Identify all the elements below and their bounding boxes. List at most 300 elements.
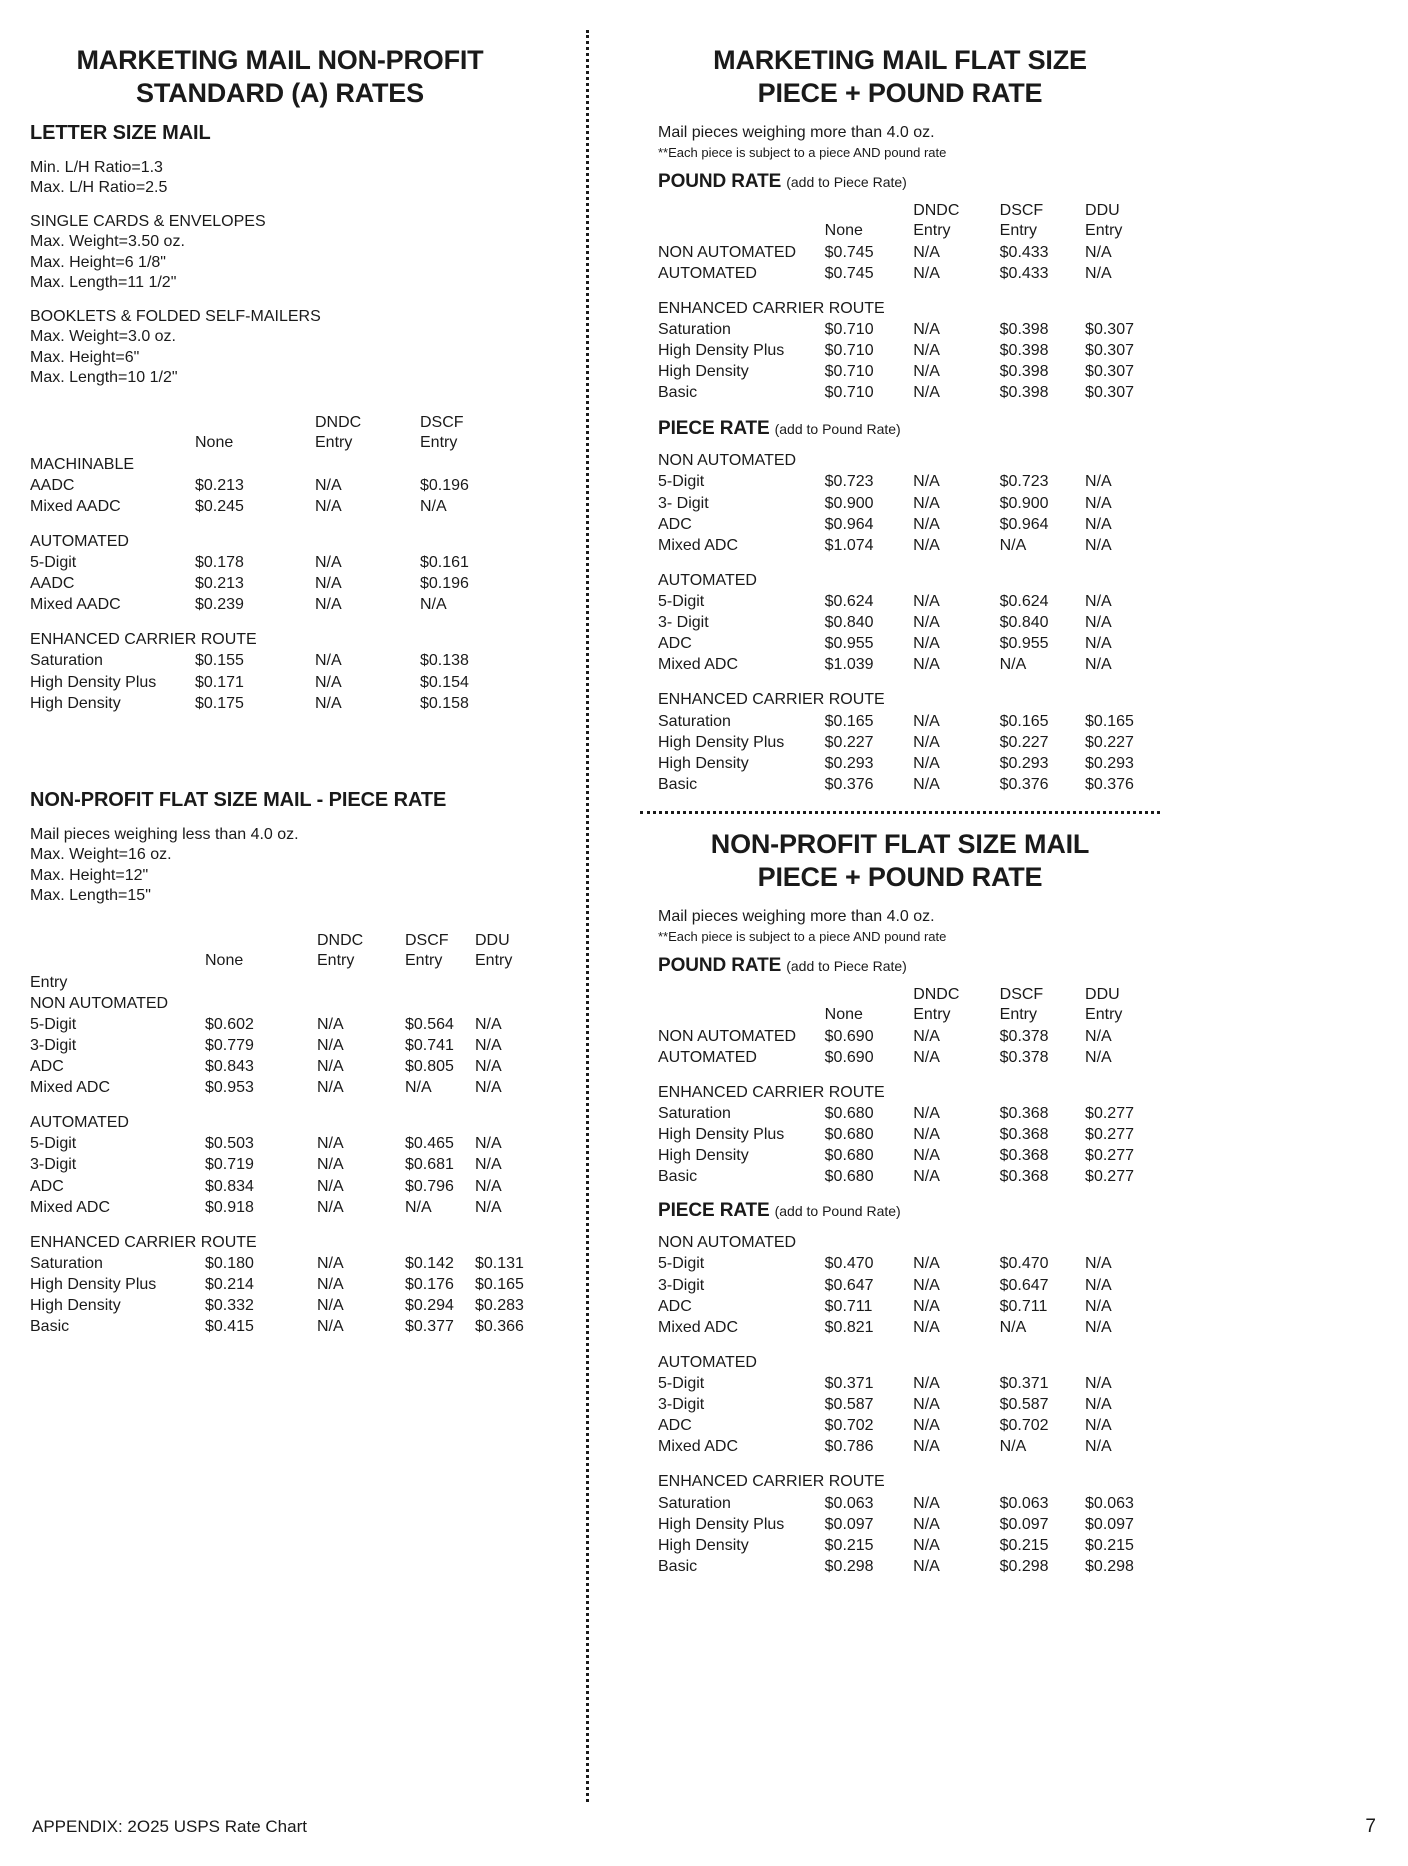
cell-dndc: N/A [317, 1254, 344, 1272]
header-cell: DDU [1085, 201, 1120, 219]
table-row [658, 1047, 1158, 1068]
row-label: ADC [658, 635, 692, 653]
cell-dscf: $0.564 [405, 1015, 454, 1033]
cell-none: $0.702 [824, 1417, 874, 1435]
row-spacer [30, 1098, 530, 1112]
group-label: MACHINABLE [30, 455, 135, 473]
cell-ddu: N/A [475, 1015, 502, 1033]
section2-piece-rate-table [658, 1232, 1158, 1577]
cell-dndc: N/A [913, 363, 940, 381]
cell-dscf: $0.142 [405, 1254, 454, 1272]
section1-intro: Mail pieces weighing more than 4.0 oz. [658, 123, 935, 141]
row-label: Mixed ADC [658, 656, 739, 674]
row-label: ADC [30, 1177, 64, 1195]
piece-rate-note: (add to Pound Rate) [774, 421, 901, 438]
cell-none: $0.178 [195, 554, 244, 571]
right-column [640, 44, 1160, 1577]
group-label: ENHANCED CARRIER ROUTE [658, 1083, 885, 1101]
table-header-row-top [658, 985, 1158, 1005]
row-label: 5-Digit [658, 1255, 705, 1273]
group-label: AUTOMATED [658, 571, 757, 589]
cell-none: $0.239 [195, 596, 244, 614]
cell-none: $0.371 [824, 1374, 874, 1392]
cell-dndc: N/A [317, 1036, 344, 1054]
piece-rate-heading: PIECE RATE [658, 1200, 770, 1222]
cell-ddu: N/A [1085, 1318, 1112, 1336]
row-label: ADC [30, 1058, 64, 1076]
cell-dndc: N/A [913, 1536, 940, 1554]
cell-dscf: $0.227 [999, 733, 1049, 751]
spec-line: BOOKLETS & FOLDED SELF-MAILERS [30, 307, 321, 325]
group-header-row [658, 1471, 1158, 1492]
row-label: High Density Plus [658, 1125, 785, 1143]
table-row [30, 1274, 530, 1295]
row-label: Basic [658, 1168, 698, 1186]
table-row [30, 1176, 530, 1197]
cell-dscf: N/A [420, 497, 447, 515]
spec-line: Max. Height=6 1/8" [30, 253, 166, 271]
header-cell [30, 931, 205, 951]
row-label: Mixed ADC [30, 1079, 111, 1097]
cell-none: $0.710 [824, 342, 874, 359]
cell-none: $0.786 [824, 1438, 874, 1456]
nonprofit-flat-piece-rate-heading: NON-PROFIT FLAT SIZE MAIL - PIECE RATE [30, 788, 447, 811]
table-row [658, 1145, 1158, 1166]
cell-dndc: N/A [913, 733, 940, 751]
cell-none: $0.215 [824, 1536, 874, 1554]
cell-ddu: $0.298 [1085, 1557, 1134, 1575]
spec-line: Max. Weight=3.50 oz. [30, 233, 185, 251]
cell-dndc: N/A [913, 1255, 940, 1273]
cell-ddu: N/A [1085, 1374, 1112, 1392]
header-cell: Entry [317, 952, 355, 970]
cell-ddu: $0.063 [1085, 1494, 1134, 1512]
cell-dndc: N/A [315, 476, 342, 494]
cell-dscf: $0.398 [999, 320, 1049, 338]
group-label: ENHANCED CARRIER ROUTE [30, 631, 257, 649]
cell-dscf: $0.587 [999, 1396, 1049, 1414]
cell-dscf: $0.176 [405, 1276, 454, 1293]
cell-dscf: $0.378 [999, 1027, 1049, 1045]
cell-none: $0.745 [824, 243, 874, 261]
row-label: Basic [658, 775, 698, 793]
cell-none: $0.779 [205, 1036, 254, 1054]
table-row [658, 382, 1158, 403]
cell-ddu: N/A [475, 1177, 502, 1195]
cell-ddu: N/A [1085, 1396, 1112, 1414]
table-row [658, 1436, 1158, 1457]
header-cell: None [205, 952, 244, 970]
group-header-row [658, 1232, 1158, 1253]
table-row [658, 361, 1158, 382]
cell-none: $0.710 [824, 320, 874, 338]
row-label: High Density [658, 1536, 749, 1554]
header-cell: DDU [475, 931, 510, 949]
group-label: NON AUTOMATED [30, 994, 169, 1012]
table-row [658, 753, 1158, 774]
cell-dscf: $0.900 [999, 494, 1049, 512]
row-label: 3-Digit [658, 1276, 705, 1294]
row-label: High Density Plus [30, 1276, 157, 1293]
cell-none: $0.171 [195, 673, 244, 691]
cell-none: $0.680 [824, 1168, 874, 1186]
group-label: ENHANCED CARRIER ROUTE [30, 1233, 257, 1251]
row-spacer [658, 1338, 1158, 1352]
cell-dndc: N/A [913, 656, 940, 674]
table-header-row-bottom [30, 951, 530, 971]
cell-ddu: $0.307 [1085, 320, 1134, 338]
cell-ddu: N/A [1085, 592, 1112, 610]
cell-dscf: $0.154 [420, 673, 469, 691]
cell-dscf: $0.805 [405, 1058, 454, 1076]
letter-size-mail-heading: LETTER SIZE MAIL [30, 121, 211, 144]
cell-dndc: N/A [913, 473, 940, 491]
row-spacer [30, 1218, 530, 1232]
header-cell [30, 951, 205, 971]
spec-line: Max. Weight=3.0 oz. [30, 328, 176, 346]
spec-line: Max. Height=6" [30, 348, 140, 366]
header-cell: DNDC [913, 985, 960, 1003]
cell-none: $0.900 [824, 494, 874, 512]
group-header-row [30, 629, 510, 650]
row-label: Basic [658, 384, 698, 402]
table-row [658, 514, 1158, 535]
pound-rate-heading: POUND RATE [658, 954, 782, 976]
header-cell [658, 221, 825, 241]
left-page-title [30, 44, 530, 111]
cell-ddu: N/A [475, 1198, 502, 1216]
header-cell: None [824, 1006, 863, 1024]
table-row [30, 1056, 530, 1077]
cell-dscf: N/A [405, 1198, 432, 1216]
cell-dndc: N/A [913, 1276, 940, 1294]
row-label: Basic [30, 1318, 70, 1336]
table-row [658, 1415, 1158, 1436]
cell-dscf: $0.158 [420, 694, 469, 712]
column-divider [586, 30, 589, 1802]
table-row [658, 711, 1158, 732]
cell-ddu: $0.376 [1085, 775, 1134, 793]
cell-dndc: N/A [317, 1177, 344, 1195]
table-row [658, 340, 1158, 361]
row-label: AADC [30, 575, 75, 593]
right-s2-title-line-2: PIECE + POUND RATE [757, 862, 1043, 893]
cell-dscf: N/A [405, 1079, 432, 1097]
cell-ddu: N/A [1085, 1297, 1112, 1315]
cell-ddu: $0.293 [1085, 754, 1134, 772]
cell-dndc: N/A [913, 384, 940, 402]
table-row [30, 475, 510, 496]
cell-dscf: $0.368 [999, 1147, 1049, 1165]
cell-ddu: $0.227 [1085, 733, 1134, 751]
header-cell: DNDC [913, 201, 960, 219]
header-cell [825, 985, 914, 1005]
row-label: NON AUTOMATED [658, 243, 797, 261]
row-label: 3-Digit [30, 1036, 77, 1054]
cell-none: $0.821 [824, 1318, 874, 1336]
cell-dscf: $0.165 [999, 712, 1049, 730]
piece-rate-heading-row-2 [658, 1191, 1160, 1222]
cell-dscf: $0.964 [999, 515, 1049, 533]
table-row [658, 1556, 1158, 1577]
row-label: AADC [30, 476, 75, 494]
table-row [658, 493, 1158, 514]
header-cell: Entry [999, 222, 1037, 240]
table-row [658, 535, 1158, 556]
table-row [30, 1253, 530, 1274]
flat-size-specs [30, 825, 530, 907]
cell-ddu: N/A [475, 1036, 502, 1054]
pound-rate-heading-row [658, 162, 1160, 193]
row-spacer [658, 1068, 1158, 1082]
table-row [658, 1296, 1158, 1317]
cell-none: $0.245 [195, 497, 244, 515]
page-footer [32, 1816, 1376, 1838]
header-cell: DSCF [999, 985, 1044, 1003]
letter-specs-group-1 [30, 158, 530, 199]
footer-appendix-label: APPENDIX: 2O25 USPS Rate Chart [32, 1817, 307, 1836]
cell-none: $1.074 [824, 536, 874, 554]
row-label: Saturation [658, 1494, 731, 1512]
left-title-line-2: STANDARD (A) RATES [136, 78, 424, 109]
cell-dscf: $0.293 [999, 754, 1049, 772]
section-divider [640, 811, 1160, 814]
cell-none: $0.745 [824, 264, 874, 282]
cell-dndc: N/A [317, 1058, 344, 1076]
row-label: Mixed ADC [658, 1318, 739, 1336]
cell-ddu: N/A [1085, 515, 1112, 533]
cell-dndc: N/A [315, 652, 342, 670]
left-title-line-1: MARKETING MAIL NON-PROFIT [76, 45, 484, 75]
header-cell [658, 1005, 825, 1025]
row-label: High Density [658, 754, 749, 772]
cell-none: $0.097 [824, 1515, 874, 1533]
cell-dndc: N/A [317, 1156, 344, 1174]
cell-none: $0.680 [824, 1125, 874, 1143]
cell-dscf: $0.465 [405, 1135, 454, 1153]
cell-dndc: N/A [913, 614, 940, 632]
row-label: High Density [30, 1297, 121, 1315]
row-label: ADC [658, 1297, 692, 1315]
left-column [30, 44, 530, 1337]
cell-ddu: N/A [1085, 536, 1112, 554]
cell-dndc: N/A [913, 1147, 940, 1165]
cell-ddu: N/A [1085, 1255, 1112, 1273]
section1-piece-rate-table [658, 450, 1158, 795]
cell-dndc: N/A [317, 1079, 344, 1097]
header-cell [658, 985, 825, 1005]
cell-dndc: N/A [913, 1396, 940, 1414]
header-cell: Entry [315, 434, 353, 452]
cell-ddu: $0.097 [1085, 1515, 1134, 1533]
table-header-row-top [658, 201, 1158, 221]
cell-dndc: N/A [913, 264, 940, 282]
cell-none: $0.213 [195, 575, 244, 593]
table-row [658, 633, 1158, 654]
header-cell: Entry [420, 434, 458, 452]
cell-dscf: $0.377 [405, 1318, 454, 1336]
header-cell: DNDC [315, 413, 362, 431]
cell-ddu: $0.165 [1085, 712, 1134, 730]
cell-dndc: N/A [913, 1318, 940, 1336]
row-label: 3-Digit [658, 1396, 705, 1414]
cell-none: $0.332 [205, 1297, 254, 1315]
header-cell: DNDC [317, 931, 364, 949]
cell-none: $0.953 [205, 1079, 254, 1097]
cell-none: $0.690 [824, 1027, 874, 1045]
table-row [30, 1197, 530, 1218]
section2-note: **Each piece is subject to a piece AND pound rate [658, 928, 947, 944]
cell-none: $0.503 [205, 1135, 254, 1153]
cell-dscf: $0.097 [999, 1515, 1049, 1533]
row-spacer [30, 517, 510, 531]
header-cell [658, 201, 825, 221]
cell-dscf: $0.711 [999, 1297, 1048, 1315]
cell-dndc: N/A [913, 1297, 940, 1315]
row-label: 3- Digit [658, 614, 709, 632]
table-row [658, 1124, 1158, 1145]
cell-dscf: N/A [420, 596, 447, 614]
group-header-row [30, 531, 510, 552]
entry-label: Entry [30, 973, 68, 991]
row-label: AUTOMATED [658, 264, 757, 282]
row-label: 3-Digit [30, 1156, 77, 1174]
cell-none: $0.711 [824, 1297, 873, 1315]
cell-dscf: $0.433 [999, 243, 1049, 261]
cell-none: $0.298 [824, 1557, 874, 1575]
row-spacer [658, 675, 1158, 689]
cell-dscf: $0.647 [999, 1276, 1049, 1294]
cell-dscf: $0.398 [999, 384, 1049, 402]
group-label: ENHANCED CARRIER ROUTE [658, 691, 885, 709]
header-cell [195, 413, 315, 433]
cell-ddu: $0.307 [1085, 384, 1134, 402]
row-spacer [658, 1457, 1158, 1471]
group-header-row [658, 570, 1158, 591]
cell-ddu: N/A [475, 1058, 502, 1076]
table-row [658, 319, 1158, 340]
row-label: ADC [658, 515, 692, 533]
cell-dndc: N/A [913, 1494, 940, 1512]
table-row [30, 693, 510, 714]
right-section1-title [640, 44, 1160, 111]
cell-dndc: N/A [913, 342, 940, 359]
cell-dscf: $0.741 [405, 1036, 454, 1054]
section2-intro: Mail pieces weighing more than 4.0 oz. [658, 907, 935, 925]
right-title-line-2: PIECE + POUND RATE [757, 78, 1043, 109]
cell-dndc: N/A [913, 1168, 940, 1186]
cell-dndc: N/A [913, 1557, 940, 1575]
header-cell: None [195, 434, 234, 452]
cell-none: $0.376 [824, 775, 874, 793]
row-label: 5-Digit [30, 1135, 77, 1153]
cell-none: $0.587 [824, 1396, 874, 1414]
letter-size-rate-table [30, 413, 510, 714]
table-row [658, 1493, 1158, 1514]
cell-ddu: $0.366 [475, 1318, 524, 1336]
row-label: ADC [658, 1417, 692, 1435]
row-label: High Density [658, 363, 749, 381]
cell-ddu: N/A [1085, 1276, 1112, 1294]
group-label: AUTOMATED [658, 1353, 757, 1371]
table-row [658, 774, 1158, 795]
cell-dndc: N/A [913, 536, 940, 554]
spec-line: Max. Height=12" [30, 866, 149, 884]
table-row [658, 1514, 1158, 1535]
header-cell: Entry [405, 952, 443, 970]
cell-dndc: N/A [913, 775, 940, 793]
cell-none: $0.964 [824, 515, 874, 533]
table-row [30, 672, 510, 693]
table-row [658, 263, 1158, 284]
table-row [658, 1394, 1158, 1415]
spec-line: Mail pieces weighing less than 4.0 oz. [30, 825, 299, 843]
cell-dndc: N/A [913, 243, 940, 261]
group-label: AUTOMATED [30, 1114, 129, 1132]
header-cell: Entry [1085, 1006, 1123, 1024]
cell-none: $0.063 [824, 1494, 874, 1512]
cell-dndc: N/A [913, 754, 940, 772]
table-row [30, 496, 510, 517]
group-label: NON AUTOMATED [658, 452, 797, 470]
cell-ddu: N/A [475, 1156, 502, 1174]
cell-none: $0.293 [824, 754, 874, 772]
cell-dscf: $0.368 [999, 1125, 1049, 1143]
spec-line: Max. Length=11 1/2" [30, 274, 177, 292]
spec-line: Max. Length=10 1/2" [30, 369, 178, 387]
cell-dndc: N/A [315, 497, 342, 515]
cell-none: $0.843 [205, 1058, 254, 1076]
cell-ddu: N/A [1085, 473, 1112, 491]
header-cell: DSCF [999, 201, 1044, 219]
cell-dndc: N/A [317, 1198, 344, 1216]
cell-ddu: $0.277 [1085, 1125, 1134, 1143]
cell-dscf: $0.433 [999, 264, 1049, 282]
cell-dscf: $0.840 [999, 614, 1049, 632]
row-label: Mixed ADC [658, 536, 739, 554]
cell-dscf: N/A [999, 1318, 1027, 1336]
cell-none: $0.165 [824, 712, 874, 730]
table-row [30, 1133, 530, 1154]
cell-none: $0.470 [824, 1255, 874, 1273]
table-row [30, 594, 510, 615]
row-spacer [658, 284, 1158, 298]
cell-dndc: N/A [317, 1297, 344, 1315]
letter-specs-group-2 [30, 212, 530, 294]
table-row [658, 1373, 1158, 1394]
table-row [658, 1103, 1158, 1124]
cell-ddu: N/A [1085, 656, 1112, 674]
cell-dscf: $0.723 [999, 473, 1049, 491]
cell-none: $0.180 [205, 1254, 254, 1272]
right-section2-title [640, 828, 1160, 895]
row-label: Mixed AADC [30, 596, 121, 614]
group-label: ENHANCED CARRIER ROUTE [658, 1473, 885, 1491]
cell-dndc: N/A [913, 635, 940, 653]
cell-ddu: $0.307 [1085, 342, 1134, 359]
cell-none: $0.719 [205, 1156, 254, 1174]
cell-dndc: N/A [913, 1048, 940, 1066]
cell-dndc: N/A [913, 1417, 940, 1435]
cell-none: $0.155 [195, 652, 244, 670]
row-label: High Density [30, 694, 121, 712]
table-row [658, 591, 1158, 612]
group-header-row [658, 298, 1158, 319]
table-row [30, 1295, 530, 1316]
header-cell [825, 201, 914, 221]
right-title-line-1: MARKETING MAIL FLAT SIZE [713, 45, 1087, 75]
cell-dscf: $0.398 [999, 342, 1049, 359]
